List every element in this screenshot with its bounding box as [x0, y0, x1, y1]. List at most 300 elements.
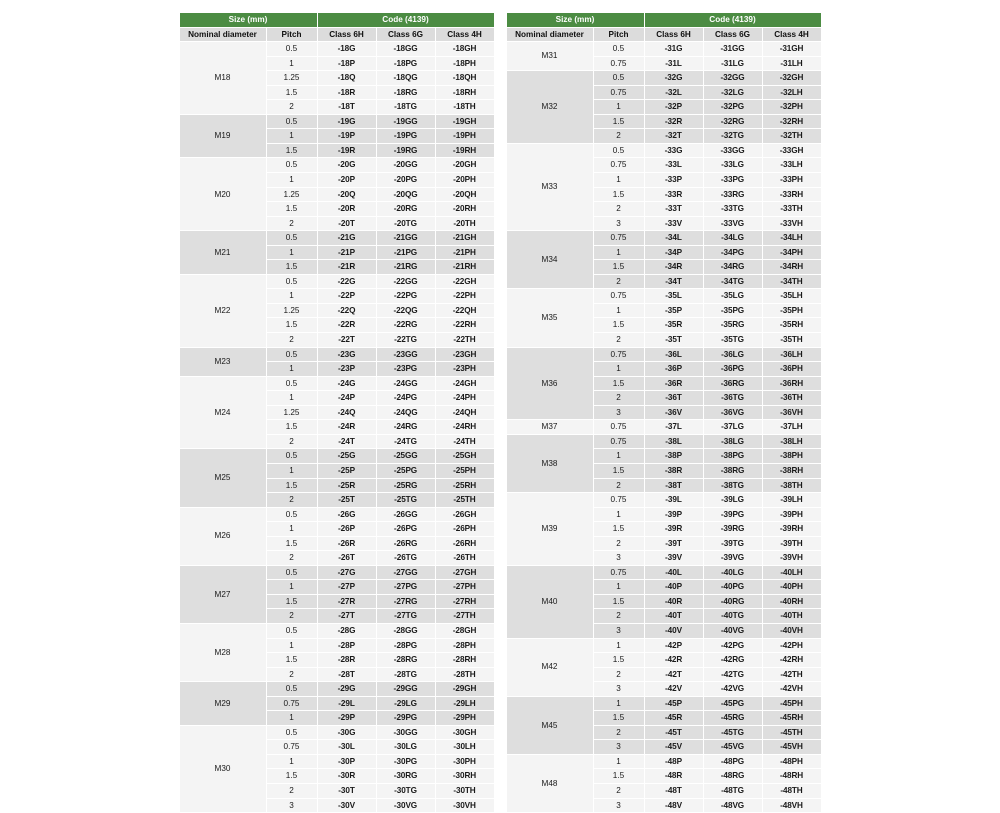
class-6g-cell: -33TG: [703, 202, 762, 217]
class-4h-cell: -29LH: [435, 696, 494, 711]
class-6h-cell: -48V: [644, 798, 703, 813]
class-6h-cell: -27P: [317, 580, 376, 595]
class-4h-cell: -20QH: [435, 187, 494, 202]
class-6g-cell: -30TG: [376, 783, 435, 798]
class-6h-cell: -38R: [644, 463, 703, 478]
pitch-cell: 1: [266, 580, 317, 595]
class-4h-cell: -22QH: [435, 303, 494, 318]
pitch-cell: 0.75: [593, 56, 644, 71]
table-row: [179, 682, 494, 697]
pitch-cell: 1.5: [266, 769, 317, 784]
class-6h-cell: -20G: [317, 158, 376, 173]
class-4h-cell: -30VH: [435, 798, 494, 813]
class-4h-cell: -24RH: [435, 420, 494, 435]
class-6g-cell: -22QG: [376, 303, 435, 318]
table-container-right: [506, 12, 822, 810]
class-6g-cell: -30PG: [376, 754, 435, 769]
nominal-diameter-cell: M18: [179, 42, 266, 115]
table-head-left: [179, 13, 494, 42]
class-6g-cell: -33PG: [703, 173, 762, 188]
class-6h-cell: -24Q: [317, 405, 376, 420]
class-4h-cell: -20TH: [435, 216, 494, 231]
class-6g-cell: -34LG: [703, 231, 762, 246]
pitch-cell: 0.5: [266, 158, 317, 173]
class-6g-cell: -31GG: [703, 42, 762, 57]
class-6h-cell: -18T: [317, 100, 376, 115]
table-row: [506, 696, 821, 711]
class-6g-cell: -36RG: [703, 376, 762, 391]
pitch-cell: 1.5: [593, 522, 644, 537]
class-6h-cell: -19R: [317, 143, 376, 158]
nominal-diameter-cell: M48: [506, 754, 593, 812]
class-6h-cell: -25T: [317, 493, 376, 508]
class-4h-cell: -25GH: [435, 449, 494, 464]
pitch-cell: 0.5: [593, 42, 644, 57]
class-6g-cell: -24PG: [376, 391, 435, 406]
class-6h-cell: -39T: [644, 536, 703, 551]
class-6g-cell: -32PG: [703, 100, 762, 115]
class-6h-cell: -32P: [644, 100, 703, 115]
table-row: [179, 507, 494, 522]
pitch-cell: 1.25: [266, 303, 317, 318]
header-class-6h: Class 6H: [644, 27, 703, 42]
header-size-group: Size (mm): [179, 13, 317, 28]
pitch-cell: 3: [266, 798, 317, 813]
pitch-cell: 1: [266, 173, 317, 188]
class-6g-cell: -39TG: [703, 536, 762, 551]
class-6g-cell: -39RG: [703, 522, 762, 537]
class-4h-cell: -36RH: [762, 376, 821, 391]
class-6h-cell: -31G: [644, 42, 703, 57]
pitch-cell: 0.75: [593, 231, 644, 246]
pitch-cell: 1.5: [266, 653, 317, 668]
class-4h-cell: -26PH: [435, 522, 494, 537]
class-6g-cell: -30GG: [376, 725, 435, 740]
class-6h-cell: -42T: [644, 667, 703, 682]
class-4h-cell: -42TH: [762, 667, 821, 682]
class-6h-cell: -24T: [317, 434, 376, 449]
class-6g-cell: -21PG: [376, 245, 435, 260]
class-6g-cell: -28PG: [376, 638, 435, 653]
class-6h-cell: -22G: [317, 274, 376, 289]
class-6g-cell: -36VG: [703, 405, 762, 420]
pitch-cell: 1: [593, 100, 644, 115]
pitch-cell: 3: [593, 623, 644, 638]
class-4h-cell: -36LH: [762, 347, 821, 362]
class-4h-cell: -33TH: [762, 202, 821, 217]
class-6g-cell: -20TG: [376, 216, 435, 231]
class-6g-cell: -28RG: [376, 653, 435, 668]
pitch-cell: 0.75: [266, 740, 317, 755]
pitch-cell: 0.5: [593, 71, 644, 86]
pitch-cell: 2: [593, 478, 644, 493]
header-pitch: Pitch: [266, 27, 317, 42]
header-nominal-diameter: Nominal diameter: [179, 27, 266, 42]
class-6h-cell: -33P: [644, 173, 703, 188]
pitch-cell: 1.5: [266, 143, 317, 158]
class-4h-cell: -21RH: [435, 260, 494, 275]
class-4h-cell: -18TH: [435, 100, 494, 115]
class-6g-cell: -22PG: [376, 289, 435, 304]
nominal-diameter-cell: M27: [179, 565, 266, 623]
pitch-cell: 2: [593, 667, 644, 682]
class-4h-cell: -30PH: [435, 754, 494, 769]
class-6h-cell: -23G: [317, 347, 376, 362]
class-6g-cell: -45RG: [703, 711, 762, 726]
pitch-cell: 0.75: [593, 434, 644, 449]
pitch-cell: 3: [593, 740, 644, 755]
class-4h-cell: -48PH: [762, 754, 821, 769]
pitch-cell: 1: [593, 362, 644, 377]
thread-code-table-left: [179, 12, 495, 813]
class-4h-cell: -32TH: [762, 129, 821, 144]
class-6h-cell: -18P: [317, 56, 376, 71]
class-6h-cell: -25G: [317, 449, 376, 464]
pitch-cell: 1.5: [593, 653, 644, 668]
table-row: [179, 376, 494, 391]
class-4h-cell: -18GH: [435, 42, 494, 57]
pitch-cell: 1: [593, 173, 644, 188]
pitch-cell: 2: [266, 667, 317, 682]
pitch-cell: 0.75: [593, 493, 644, 508]
class-4h-cell: -28RH: [435, 653, 494, 668]
class-6h-cell: -36T: [644, 391, 703, 406]
class-6g-cell: -35RG: [703, 318, 762, 333]
class-4h-cell: -38RH: [762, 463, 821, 478]
class-4h-cell: -30LH: [435, 740, 494, 755]
class-6h-cell: -29G: [317, 682, 376, 697]
class-6g-cell: -25RG: [376, 478, 435, 493]
pitch-cell: 3: [593, 798, 644, 813]
pitch-cell: 0.5: [266, 347, 317, 362]
class-4h-cell: -32GH: [762, 71, 821, 86]
class-4h-cell: -20PH: [435, 173, 494, 188]
header-row-groups: [506, 13, 821, 28]
table-row: [179, 347, 494, 362]
pitch-cell: 1.5: [593, 318, 644, 333]
class-6h-cell: -21G: [317, 231, 376, 246]
class-4h-cell: -23PH: [435, 362, 494, 377]
class-6g-cell: -29PG: [376, 711, 435, 726]
pitch-cell: 2: [593, 202, 644, 217]
class-6g-cell: -19PG: [376, 129, 435, 144]
class-4h-cell: -19PH: [435, 129, 494, 144]
class-6g-cell: -32GG: [703, 71, 762, 86]
class-6g-cell: -28GG: [376, 623, 435, 638]
pitch-cell: 1.5: [593, 114, 644, 129]
class-6h-cell: -33V: [644, 216, 703, 231]
pitch-cell: 0.5: [593, 143, 644, 158]
class-6h-cell: -27G: [317, 565, 376, 580]
class-6g-cell: -29LG: [376, 696, 435, 711]
class-6h-cell: -24R: [317, 420, 376, 435]
class-6g-cell: -24RG: [376, 420, 435, 435]
class-6g-cell: -26PG: [376, 522, 435, 537]
class-6g-cell: -39LG: [703, 493, 762, 508]
class-4h-cell: -40PH: [762, 580, 821, 595]
class-4h-cell: -25RH: [435, 478, 494, 493]
header-row-groups: [179, 13, 494, 28]
class-6g-cell: -45PG: [703, 696, 762, 711]
pitch-cell: 1: [266, 362, 317, 377]
class-4h-cell: -39LH: [762, 493, 821, 508]
table-row: [506, 231, 821, 246]
header-class-4h: Class 4H: [762, 27, 821, 42]
class-4h-cell: -36TH: [762, 391, 821, 406]
class-4h-cell: -24QH: [435, 405, 494, 420]
table-body-left: [179, 42, 494, 813]
class-6h-cell: -25R: [317, 478, 376, 493]
class-6h-cell: -23P: [317, 362, 376, 377]
class-6g-cell: -38PG: [703, 449, 762, 464]
class-6g-cell: -30RG: [376, 769, 435, 784]
class-4h-cell: -28PH: [435, 638, 494, 653]
table-row: [506, 42, 821, 57]
class-6g-cell: -22GG: [376, 274, 435, 289]
class-6g-cell: -18GG: [376, 42, 435, 57]
class-6g-cell: -34PG: [703, 245, 762, 260]
header-class-4h: Class 4H: [435, 27, 494, 42]
header-pitch: Pitch: [593, 27, 644, 42]
table-row: [179, 114, 494, 129]
pitch-cell: 3: [593, 551, 644, 566]
class-6g-cell: -28TG: [376, 667, 435, 682]
thread-code-table-right: [506, 12, 822, 813]
class-6g-cell: -27GG: [376, 565, 435, 580]
header-class-6g: Class 6G: [703, 27, 762, 42]
pitch-cell: 0.5: [266, 376, 317, 391]
class-6h-cell: -26P: [317, 522, 376, 537]
class-6g-cell: -45TG: [703, 725, 762, 740]
class-6h-cell: -27R: [317, 594, 376, 609]
pitch-cell: 0.5: [266, 449, 317, 464]
class-6h-cell: -28R: [317, 653, 376, 668]
class-4h-cell: -27PH: [435, 580, 494, 595]
class-6h-cell: -32T: [644, 129, 703, 144]
table-row: [506, 493, 821, 508]
class-6h-cell: -28G: [317, 623, 376, 638]
pitch-cell: 2: [266, 493, 317, 508]
header-row-columns: [179, 27, 494, 42]
class-6g-cell: -36LG: [703, 347, 762, 362]
class-6g-cell: -25GG: [376, 449, 435, 464]
table-row: [506, 347, 821, 362]
class-4h-cell: -30GH: [435, 725, 494, 740]
class-6h-cell: -33R: [644, 187, 703, 202]
nominal-diameter-cell: M34: [506, 231, 593, 289]
class-4h-cell: -30RH: [435, 769, 494, 784]
pitch-cell: 2: [593, 536, 644, 551]
pitch-cell: 2: [266, 434, 317, 449]
class-6h-cell: -40L: [644, 565, 703, 580]
nominal-diameter-cell: M32: [506, 71, 593, 144]
pitch-cell: 1.5: [266, 260, 317, 275]
nominal-diameter-cell: M22: [179, 274, 266, 347]
pitch-cell: 1.5: [266, 318, 317, 333]
class-4h-cell: -33GH: [762, 143, 821, 158]
class-4h-cell: -27GH: [435, 565, 494, 580]
class-6g-cell: -24GG: [376, 376, 435, 391]
class-6h-cell: -28T: [317, 667, 376, 682]
class-4h-cell: -24TH: [435, 434, 494, 449]
pitch-cell: 2: [593, 129, 644, 144]
class-4h-cell: -21GH: [435, 231, 494, 246]
table-row: [179, 565, 494, 580]
class-6h-cell: -18R: [317, 85, 376, 100]
nominal-diameter-cell: M45: [506, 696, 593, 754]
class-6g-cell: -34RG: [703, 260, 762, 275]
class-6h-cell: -45P: [644, 696, 703, 711]
class-6g-cell: -18TG: [376, 100, 435, 115]
pitch-cell: 1.5: [266, 420, 317, 435]
class-6h-cell: -27T: [317, 609, 376, 624]
class-6h-cell: -20P: [317, 173, 376, 188]
table-row: [506, 565, 821, 580]
class-4h-cell: -25PH: [435, 463, 494, 478]
class-6g-cell: -35TG: [703, 333, 762, 348]
nominal-diameter-cell: M39: [506, 493, 593, 566]
class-6g-cell: -38TG: [703, 478, 762, 493]
pitch-cell: 1: [593, 580, 644, 595]
pitch-cell: 1.5: [266, 202, 317, 217]
class-4h-cell: -28TH: [435, 667, 494, 682]
pitch-cell: 1.25: [266, 405, 317, 420]
class-6h-cell: -40T: [644, 609, 703, 624]
class-6g-cell: -32TG: [703, 129, 762, 144]
class-4h-cell: -32PH: [762, 100, 821, 115]
pitch-cell: 2: [593, 783, 644, 798]
class-6g-cell: -42RG: [703, 653, 762, 668]
pitch-cell: 2: [266, 783, 317, 798]
class-6h-cell: -48R: [644, 769, 703, 784]
class-6g-cell: -22RG: [376, 318, 435, 333]
class-4h-cell: -40LH: [762, 565, 821, 580]
class-6h-cell: -33G: [644, 143, 703, 158]
pitch-cell: 1: [593, 754, 644, 769]
class-4h-cell: -28GH: [435, 623, 494, 638]
pitch-cell: 0.75: [593, 158, 644, 173]
class-4h-cell: -35TH: [762, 333, 821, 348]
class-6g-cell: -31LG: [703, 56, 762, 71]
class-6h-cell: -22Q: [317, 303, 376, 318]
pitch-cell: 1.5: [266, 85, 317, 100]
class-6g-cell: -26TG: [376, 551, 435, 566]
class-4h-cell: -32LH: [762, 85, 821, 100]
header-code-group: Code (4139): [317, 13, 494, 28]
class-6g-cell: -39PG: [703, 507, 762, 522]
nominal-diameter-cell: M20: [179, 158, 266, 231]
class-6h-cell: -29L: [317, 696, 376, 711]
pitch-cell: 1.5: [593, 769, 644, 784]
pitch-cell: 1.5: [266, 536, 317, 551]
class-4h-cell: -26GH: [435, 507, 494, 522]
pitch-cell: 1: [593, 303, 644, 318]
class-6h-cell: -18Q: [317, 71, 376, 86]
class-6g-cell: -42VG: [703, 682, 762, 697]
class-6g-cell: -32RG: [703, 114, 762, 129]
pitch-cell: 3: [593, 405, 644, 420]
class-4h-cell: -18RH: [435, 85, 494, 100]
class-4h-cell: -34LH: [762, 231, 821, 246]
class-6g-cell: -20RG: [376, 202, 435, 217]
class-4h-cell: -32RH: [762, 114, 821, 129]
class-4h-cell: -22TH: [435, 333, 494, 348]
class-6g-cell: -33GG: [703, 143, 762, 158]
class-4h-cell: -39TH: [762, 536, 821, 551]
pitch-cell: 0.5: [266, 507, 317, 522]
class-6h-cell: -35R: [644, 318, 703, 333]
class-6g-cell: -20PG: [376, 173, 435, 188]
class-6g-cell: -33RG: [703, 187, 762, 202]
class-6h-cell: -38P: [644, 449, 703, 464]
class-4h-cell: -26RH: [435, 536, 494, 551]
pitch-cell: 1: [593, 638, 644, 653]
pitch-cell: 0.75: [593, 85, 644, 100]
class-4h-cell: -33LH: [762, 158, 821, 173]
class-6g-cell: -19GG: [376, 114, 435, 129]
class-6g-cell: -23PG: [376, 362, 435, 377]
class-4h-cell: -38PH: [762, 449, 821, 464]
class-6h-cell: -26T: [317, 551, 376, 566]
class-6h-cell: -31L: [644, 56, 703, 71]
pitch-cell: 1: [266, 56, 317, 71]
class-6h-cell: -28P: [317, 638, 376, 653]
class-6g-cell: -36TG: [703, 391, 762, 406]
class-6h-cell: -20Q: [317, 187, 376, 202]
pitch-cell: 2: [593, 391, 644, 406]
pitch-cell: 1: [266, 289, 317, 304]
class-6g-cell: -27PG: [376, 580, 435, 595]
class-6h-cell: -22P: [317, 289, 376, 304]
pitch-cell: 1.5: [266, 594, 317, 609]
pitch-cell: 0.5: [266, 725, 317, 740]
class-6g-cell: -18PG: [376, 56, 435, 71]
class-4h-cell: -45PH: [762, 696, 821, 711]
class-6h-cell: -22R: [317, 318, 376, 333]
nominal-diameter-cell: M36: [506, 347, 593, 420]
class-4h-cell: -30TH: [435, 783, 494, 798]
class-6h-cell: -35P: [644, 303, 703, 318]
pitch-cell: 1.5: [593, 376, 644, 391]
class-6g-cell: -23GG: [376, 347, 435, 362]
class-4h-cell: -23GH: [435, 347, 494, 362]
class-4h-cell: -22RH: [435, 318, 494, 333]
class-6h-cell: -39L: [644, 493, 703, 508]
class-4h-cell: -37LH: [762, 420, 821, 435]
pitch-cell: 1.25: [266, 187, 317, 202]
class-4h-cell: -36PH: [762, 362, 821, 377]
table-row: [506, 143, 821, 158]
class-4h-cell: -39RH: [762, 522, 821, 537]
class-6g-cell: -18QG: [376, 71, 435, 86]
class-4h-cell: -40TH: [762, 609, 821, 624]
class-4h-cell: -48VH: [762, 798, 821, 813]
class-6g-cell: -30VG: [376, 798, 435, 813]
class-6h-cell: -38T: [644, 478, 703, 493]
class-6h-cell: -32R: [644, 114, 703, 129]
class-6g-cell: -24TG: [376, 434, 435, 449]
class-4h-cell: -35PH: [762, 303, 821, 318]
table-row: [506, 638, 821, 653]
class-6h-cell: -30P: [317, 754, 376, 769]
pitch-cell: 0.75: [593, 347, 644, 362]
class-6g-cell: -45VG: [703, 740, 762, 755]
pitch-cell: 1: [593, 449, 644, 464]
class-6g-cell: -27TG: [376, 609, 435, 624]
class-6h-cell: -20T: [317, 216, 376, 231]
pitch-cell: 3: [593, 682, 644, 697]
nominal-diameter-cell: M40: [506, 565, 593, 638]
